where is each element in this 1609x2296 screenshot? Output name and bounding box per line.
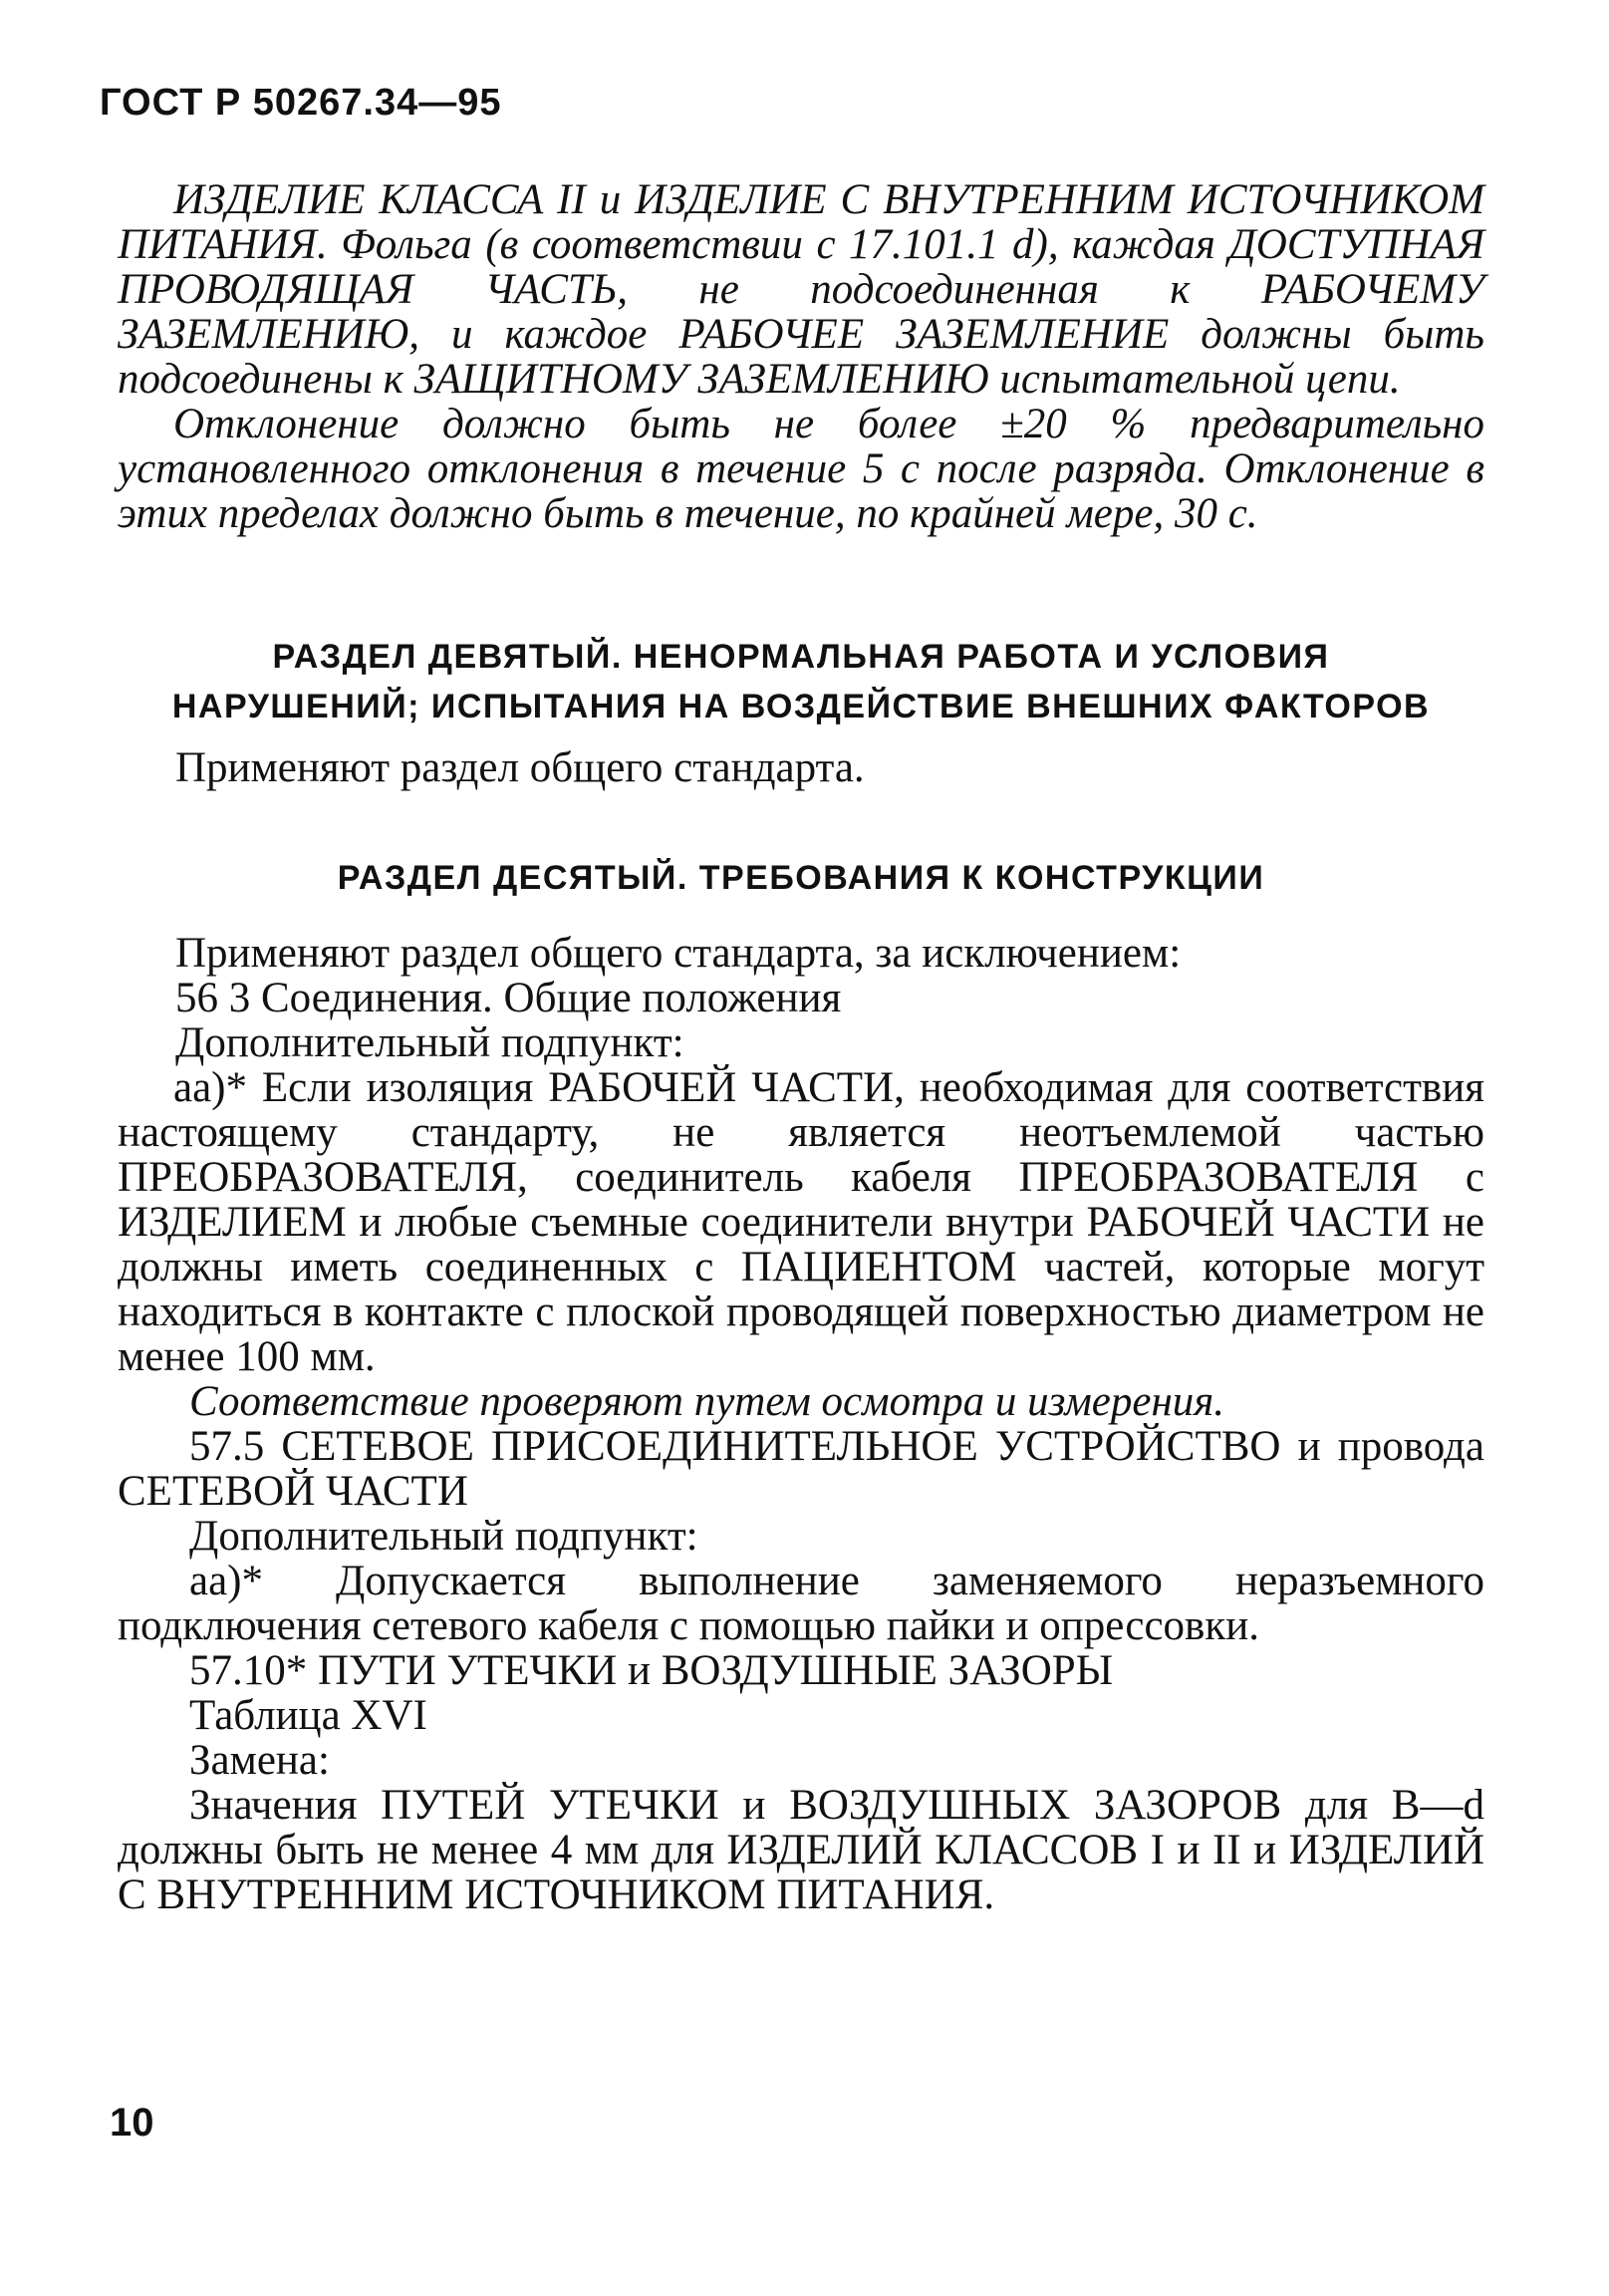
additional-subclause-label-1: Дополнительный подпункт: (175, 1019, 684, 1066)
replacement-label: Замена: (189, 1737, 330, 1784)
table-label: Таблица XVI (189, 1692, 427, 1739)
section-ten-intro: Применяют раздел общего стандарта, за исключением: (175, 930, 1182, 977)
section-nine (118, 632, 1484, 790)
paragraph-deviation: Отклонение должно быть не более ±20 % предварительно установленного отклонения в течение 5 с после разряда. Отклонение в этих пределах должно быть в течение, по крайней мере, 30 с. (118, 401, 1484, 537)
compliance-check: Соответствие проверяют путем осмотра и измерения. (189, 1378, 1225, 1425)
page-number: 10 (110, 2101, 154, 2145)
section-nine-heading-line2: НАРУШЕНИЙ; ИСПЫТАНИЯ НА ВОЗДЕЙСТВИЕ ВНЕШНИХ ФАКТОРОВ (171, 688, 1431, 725)
section-nine-body: Применяют раздел общего стандарта. (175, 744, 865, 791)
section-nine-heading-line1: РАЗДЕЛ ДЕВЯТЫЙ. НЕНОРМАЛЬНАЯ РАБОТА И УСЛОВИЯ (272, 638, 1330, 676)
subclause-aa-mains-cable: аа)* Допускается выполнение заменяемого неразъемного подключения сетевого кабеля с помощью пайки и опрессовки. (118, 1558, 1484, 1649)
document-header: ГОСТ Р 50267.34—95 (100, 82, 502, 124)
subclause-aa-insulation: аа)* Если изоляция РАБОЧЕЙ ЧАСТИ, необходимая для соответствия настоящему стандарту, не является неотъемлемой частью ПРЕОБРАЗОВАТЕЛЯ, соединитель кабеля ПРЕОБРАЗОВАТЕЛЯ с ИЗДЕЛИЕМ и любые съемные соединители внутри РАБОЧЕЙ ЧАСТИ не должны иметь соединенных с ПАЦИЕНТОМ частей, которые могут находиться в контакте с плоской проводящей поверхностью диаметром не менее 100 мм. (118, 1064, 1484, 1380)
creepage-values-text: Значения ПУТЕЙ УТЕЧКИ и ВОЗДУШНЫХ ЗАЗОРОВ для B—d должны быть не менее 4 мм для ИЗДЕЛИЙ КЛАССОВ I и II и ИЗДЕЛИЙ С ВНУТРЕННИМ ИСТОЧНИКОМ ПИТАНИЯ. (118, 1782, 1484, 1918)
section-ten (118, 853, 1484, 1917)
clause-57-5: 57.5 СЕТЕВОЕ ПРИСОЕДИНИТЕЛЬНОЕ УСТРОЙСТВО и провода СЕТЕВОЙ ЧАСТИ (118, 1423, 1484, 1515)
paragraph-class-ii-foil: ИЗДЕЛИЕ КЛАССА II и ИЗДЕЛИЕ С ВНУТРЕННИМ ИСТОЧНИКОМ ПИТАНИЯ. Фольга (в соответствии с 17.101.1 d), каждая ДОСТУПНАЯ ПРОВОДЯЩАЯ ЧАСТЬ, не подсоединенная к РАБОЧЕМУ ЗАЗЕМЛЕНИЮ, и каждое РАБОЧЕЕ ЗАЗЕМЛЕНИЕ должны быть подсоединены к ЗАЩИТНОМУ ЗАЗЕМЛЕНИЮ испытательной цепи. (118, 176, 1484, 403)
additional-subclause-label-2: Дополнительный подпункт: (189, 1513, 698, 1560)
clause-57-10: 57.10* ПУТИ УТЕЧКИ и ВОЗДУШНЫЕ ЗАЗОРЫ (189, 1647, 1114, 1694)
clause-56-3: 56 3 Соединения. Общие положения (175, 975, 842, 1021)
section-ten-heading: РАЗДЕЛ ДЕСЯТЫЙ. ТРЕБОВАНИЯ К КОНСТРУКЦИИ (337, 859, 1265, 897)
block-class-ii-test (118, 177, 1484, 536)
